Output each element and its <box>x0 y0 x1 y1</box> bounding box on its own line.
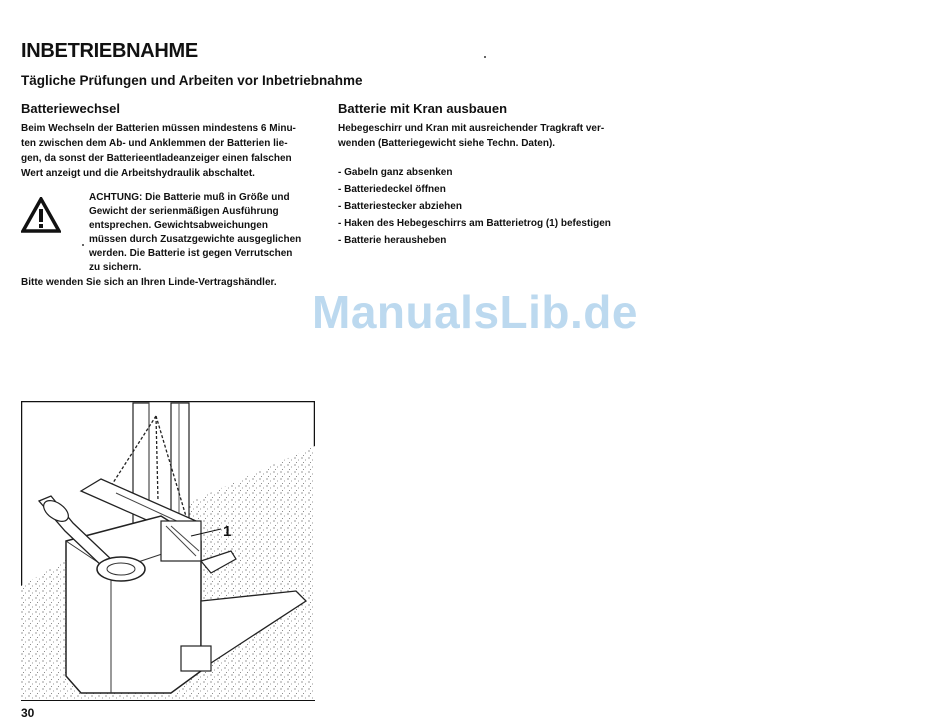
step-item: - Haken des Hebegeschirrs am Batterietrog (1) befestigen <box>338 218 611 229</box>
steps-list <box>338 164 638 249</box>
battery-crane-illustration <box>21 401 315 701</box>
section-subtitle: Tägliche Prüfungen und Arbeiten vor Inbetriebnahme <box>21 73 363 88</box>
callout-1: 1 <box>223 523 232 540</box>
dealer-note: Bitte wenden Sie sich an Ihren Linde-Vertragshändler. <box>21 277 277 288</box>
left-column <box>21 101 316 290</box>
kran-text: Hebegeschirr und Kran mit ausreichender Tragkraft ver- wenden (Batteriegewicht siehe Techn. Daten). <box>338 123 605 149</box>
right-column <box>338 101 638 249</box>
step-item: - Batteriestecker abziehen <box>338 201 462 212</box>
step-item: - Batteriedeckel öffnen <box>338 184 446 195</box>
heading-batteriewechsel: Batteriewechsel <box>21 101 120 116</box>
scan-speck <box>82 244 84 246</box>
page-number: 30 <box>21 706 35 720</box>
scan-speck <box>484 56 486 58</box>
heading-kran: Batterie mit Kran ausbauen <box>338 101 508 116</box>
step-item: - Batterie herausheben <box>338 235 447 246</box>
warning-block <box>21 191 316 275</box>
page-title: INBETRIEBNAHME <box>21 40 198 62</box>
warning-triangle-icon <box>21 191 71 275</box>
watermark: ManualsLib.de <box>312 286 638 338</box>
step-item: - Gabeln ganz absenken <box>338 167 453 178</box>
batteriewechsel-text: Beim Wechseln der Batterien müssen mindestens 6 Minu- ten zwischen dem Ab- und Anklemmen der Batterien lie- gen, da sonst der Batterieentladeanzeiger einen falschen Wert anzeigt und die Arbeitshydraulik abschaltet. <box>21 123 296 179</box>
warning-text: ACHTUNG: Die Batterie muß in Größe und Gewicht der serienmäßigen Ausführung entsprechen. Gewichtsabweichungen müssen durch Zusatzgewichte ausgeglichen werden. Die Batterie ist gegen Verrutschen zu sichern. <box>89 192 302 273</box>
